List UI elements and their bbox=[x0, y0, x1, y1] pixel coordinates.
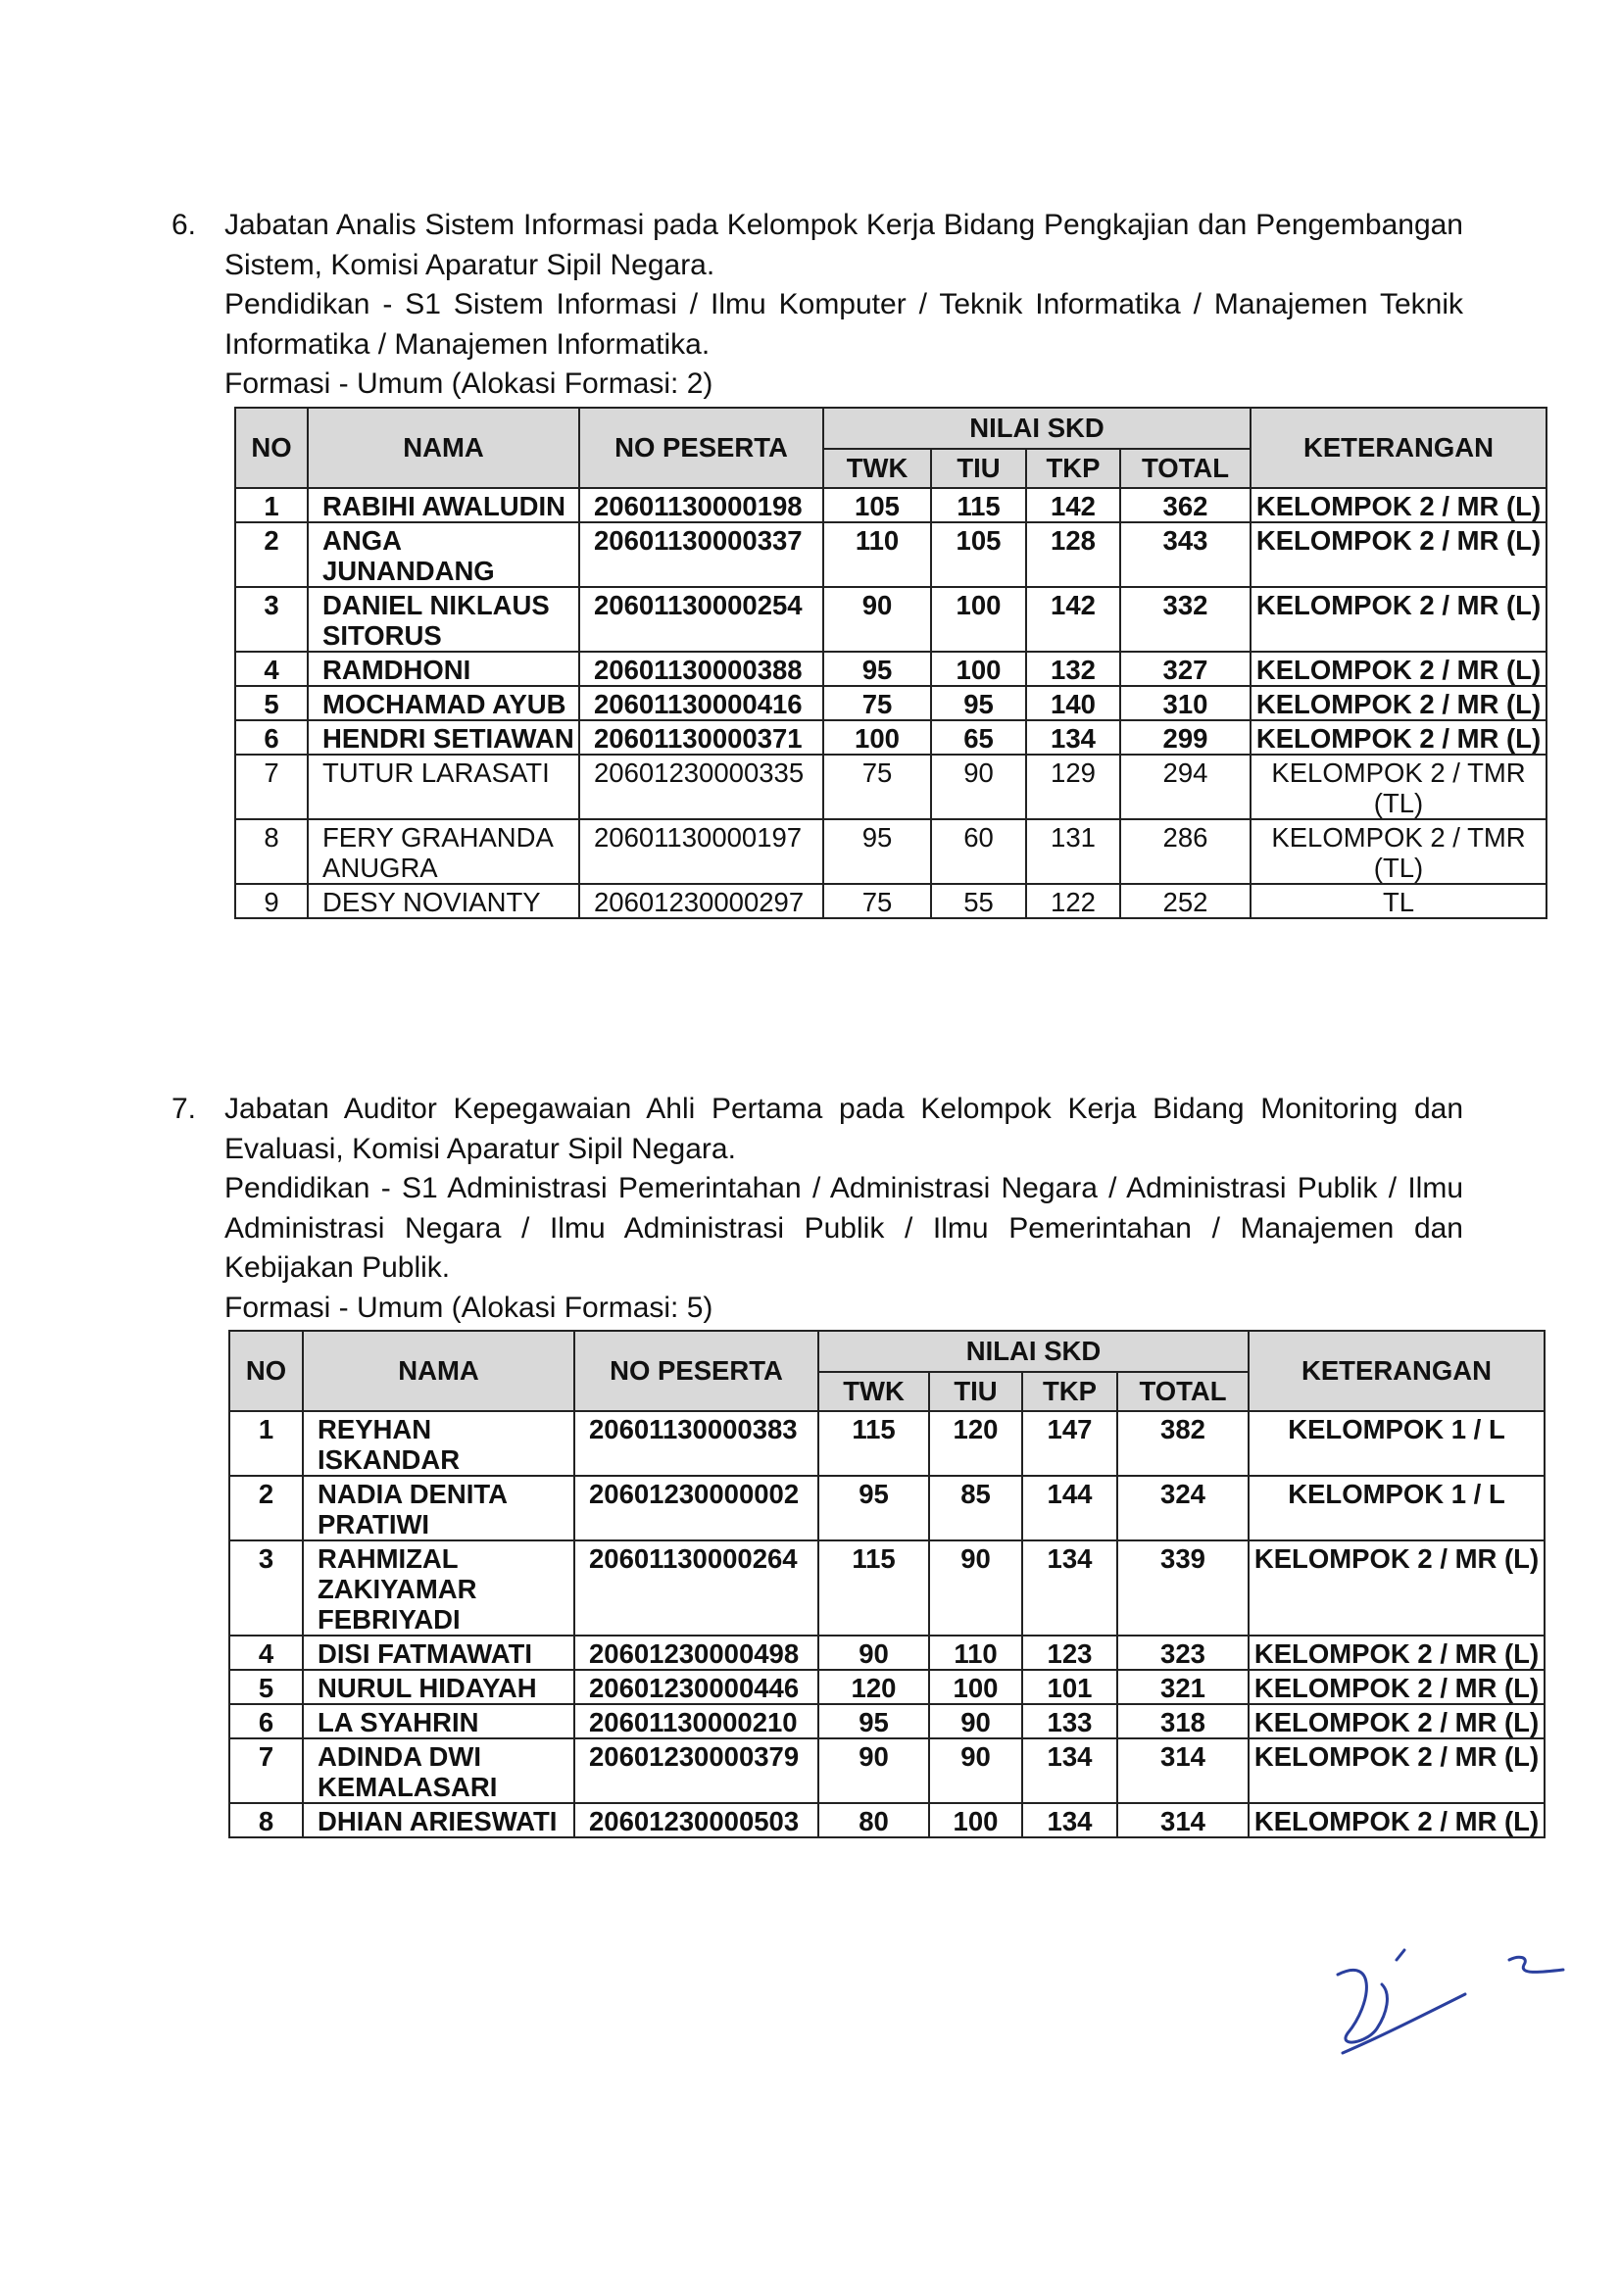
total-cell: 318 bbox=[1117, 1704, 1249, 1738]
keterangan-cell: KELOMPOK 2 / MR (L) bbox=[1249, 1803, 1545, 1837]
twk-cell: 80 bbox=[818, 1803, 929, 1837]
tkp-cell: 147 bbox=[1022, 1411, 1117, 1476]
no-cell: 9 bbox=[235, 884, 308, 918]
keterangan-cell: KELOMPOK 2 / MR (L) bbox=[1249, 1670, 1545, 1704]
twk-cell: 90 bbox=[823, 587, 931, 652]
no-peserta-cell: 20601130000210 bbox=[574, 1704, 818, 1738]
total-cell: 339 bbox=[1117, 1540, 1249, 1636]
tiu-cell: 90 bbox=[929, 1738, 1022, 1803]
keterangan-cell: KELOMPOK 2 / MR (L) bbox=[1251, 488, 1546, 522]
tiu-cell: 110 bbox=[929, 1636, 1022, 1670]
no-peserta-cell: 20601130000383 bbox=[574, 1411, 818, 1476]
table-body bbox=[229, 1411, 1545, 1837]
no-peserta-cell: 20601130000264 bbox=[574, 1540, 818, 1636]
nama-cell: NURUL HIDAYAH bbox=[303, 1670, 574, 1704]
no-peserta-cell: 20601130000416 bbox=[579, 686, 823, 720]
signature-stroke bbox=[1509, 1957, 1563, 1972]
tiu-cell: 100 bbox=[931, 587, 1026, 652]
no-peserta-cell: 20601230000503 bbox=[574, 1803, 818, 1837]
table-row bbox=[235, 819, 1546, 884]
nama-cell: ADINDA DWI KEMALASARI bbox=[303, 1738, 574, 1803]
no-peserta-cell: 20601230000379 bbox=[574, 1738, 818, 1803]
section-number: 7. bbox=[172, 1093, 197, 1125]
nama-cell: RABIHI AWALUDIN bbox=[308, 488, 579, 522]
header-tkp: TKP bbox=[1022, 1372, 1117, 1411]
keterangan-cell: KELOMPOK 2 / MR (L) bbox=[1251, 522, 1546, 587]
table-row bbox=[229, 1411, 1545, 1476]
table-row bbox=[235, 884, 1546, 918]
tkp-cell: 142 bbox=[1026, 488, 1120, 522]
no-cell: 4 bbox=[235, 652, 308, 686]
tkp-cell: 128 bbox=[1026, 522, 1120, 587]
tkp-cell: 140 bbox=[1026, 686, 1120, 720]
pendidikan-text: Pendidikan - S1 Sistem Informasi / Ilmu Komputer / Teknik Informatika / Manajemen Teknik Informatika / Manajemen Informatika. bbox=[224, 288, 1463, 361]
header-nama: NAMA bbox=[303, 1331, 574, 1411]
tkp-cell: 134 bbox=[1022, 1803, 1117, 1837]
table-row bbox=[229, 1704, 1545, 1738]
header-nilai-skd: NILAI SKD bbox=[818, 1331, 1249, 1372]
header-tiu: TIU bbox=[929, 1372, 1022, 1411]
total-cell: 310 bbox=[1120, 686, 1251, 720]
total-cell: 286 bbox=[1120, 819, 1251, 884]
total-cell: 382 bbox=[1117, 1411, 1249, 1476]
jabatan-text: Jabatan Auditor Kepegawaian Ahli Pertama pada Kelompok Kerja Bidang Monitoring dan Evaluasi, Komisi Aparatur Sipil Negara. bbox=[224, 1093, 1463, 1165]
twk-cell: 120 bbox=[818, 1670, 929, 1704]
tkp-cell: 144 bbox=[1022, 1476, 1117, 1540]
header-tiu: TIU bbox=[931, 449, 1026, 488]
section-intro bbox=[172, 1090, 1463, 1328]
no-cell: 6 bbox=[235, 720, 308, 755]
no-cell: 1 bbox=[235, 488, 308, 522]
twk-cell: 110 bbox=[823, 522, 931, 587]
nama-cell: RAMDHONI bbox=[308, 652, 579, 686]
pendidikan-text: Pendidikan - S1 Administrasi Pemerintahan / Administrasi Negara / Administrasi Publik / Ilmu Administrasi Negara / Ilmu Administrasi Publik / Ilmu Pemerintahan / Manajemen dan Kebijakan Publik. bbox=[224, 1172, 1463, 1284]
total-cell: 362 bbox=[1120, 488, 1251, 522]
table-row bbox=[235, 720, 1546, 755]
header-twk: TWK bbox=[823, 449, 931, 488]
twk-cell: 95 bbox=[823, 652, 931, 686]
header-tkp: TKP bbox=[1026, 449, 1120, 488]
tiu-cell: 120 bbox=[929, 1411, 1022, 1476]
tiu-cell: 55 bbox=[931, 884, 1026, 918]
tkp-cell: 122 bbox=[1026, 884, 1120, 918]
header-no-peserta: NO PESERTA bbox=[574, 1331, 818, 1411]
no-peserta-cell: 20601130000254 bbox=[579, 587, 823, 652]
no-cell: 7 bbox=[235, 755, 308, 819]
twk-cell: 95 bbox=[823, 819, 931, 884]
nama-cell: DHIAN ARIESWATI bbox=[303, 1803, 574, 1837]
total-cell: 343 bbox=[1120, 522, 1251, 587]
twk-cell: 75 bbox=[823, 755, 931, 819]
signature-stroke bbox=[1338, 1970, 1387, 2042]
keterangan-cell: KELOMPOK 2 / MR (L) bbox=[1251, 720, 1546, 755]
table-row bbox=[229, 1476, 1545, 1540]
keterangan-cell: KELOMPOK 2 / TMR (TL) bbox=[1251, 819, 1546, 884]
nama-cell: DESY NOVIANTY bbox=[308, 884, 579, 918]
no-peserta-cell: 20601130000371 bbox=[579, 720, 823, 755]
no-cell: 8 bbox=[229, 1803, 303, 1837]
tkp-cell: 129 bbox=[1026, 755, 1120, 819]
header-total: TOTAL bbox=[1117, 1372, 1249, 1411]
table-body bbox=[235, 488, 1546, 918]
nama-cell: DANIEL NIKLAUS SITORUS bbox=[308, 587, 579, 652]
header-nama: NAMA bbox=[308, 408, 579, 488]
table-row bbox=[235, 488, 1546, 522]
keterangan-cell: KELOMPOK 2 / MR (L) bbox=[1249, 1636, 1545, 1670]
twk-cell: 90 bbox=[818, 1738, 929, 1803]
header-keterangan: KETERANGAN bbox=[1249, 1331, 1545, 1411]
keterangan-cell: KELOMPOK 2 / MR (L) bbox=[1249, 1540, 1545, 1636]
header-nilai-skd: NILAI SKD bbox=[823, 408, 1251, 449]
twk-cell: 115 bbox=[818, 1540, 929, 1636]
nama-cell: FERY GRAHANDA ANUGRA bbox=[308, 819, 579, 884]
table-row bbox=[229, 1670, 1545, 1704]
no-cell: 3 bbox=[235, 587, 308, 652]
tkp-cell: 101 bbox=[1022, 1670, 1117, 1704]
table-row bbox=[235, 686, 1546, 720]
nama-cell: ANGA JUNANDANG bbox=[308, 522, 579, 587]
tiu-cell: 100 bbox=[931, 652, 1026, 686]
twk-cell: 75 bbox=[823, 884, 931, 918]
header-keterangan: KETERANGAN bbox=[1251, 408, 1546, 488]
tiu-cell: 60 bbox=[931, 819, 1026, 884]
signature-stroke bbox=[1397, 1950, 1404, 1960]
tkp-cell: 134 bbox=[1022, 1738, 1117, 1803]
twk-cell: 95 bbox=[818, 1476, 929, 1540]
tiu-cell: 90 bbox=[929, 1704, 1022, 1738]
keterangan-cell: KELOMPOK 2 / TMR (TL) bbox=[1251, 755, 1546, 819]
keterangan-cell: KELOMPOK 2 / MR (L) bbox=[1249, 1738, 1545, 1803]
twk-cell: 115 bbox=[818, 1411, 929, 1476]
tiu-cell: 90 bbox=[931, 755, 1026, 819]
keterangan-cell: KELOMPOK 2 / MR (L) bbox=[1251, 686, 1546, 720]
tkp-cell: 134 bbox=[1026, 720, 1120, 755]
nama-cell: HENDRI SETIAWAN bbox=[308, 720, 579, 755]
tkp-cell: 142 bbox=[1026, 587, 1120, 652]
table-row bbox=[235, 755, 1546, 819]
no-cell: 3 bbox=[229, 1540, 303, 1636]
table-row bbox=[229, 1636, 1545, 1670]
tkp-cell: 134 bbox=[1022, 1540, 1117, 1636]
tiu-cell: 90 bbox=[929, 1540, 1022, 1636]
keterangan-cell: KELOMPOK 2 / MR (L) bbox=[1251, 652, 1546, 686]
no-peserta-cell: 20601230000297 bbox=[579, 884, 823, 918]
signature-stroke bbox=[1343, 1994, 1465, 2053]
no-cell: 7 bbox=[229, 1738, 303, 1803]
total-cell: 294 bbox=[1120, 755, 1251, 819]
total-cell: 332 bbox=[1120, 587, 1251, 652]
total-cell: 321 bbox=[1117, 1670, 1249, 1704]
no-peserta-cell: 20601230000335 bbox=[579, 755, 823, 819]
no-peserta-cell: 20601130000388 bbox=[579, 652, 823, 686]
keterangan-cell: KELOMPOK 1 / L bbox=[1249, 1476, 1545, 1540]
no-peserta-cell: 20601130000197 bbox=[579, 819, 823, 884]
header-twk: TWK bbox=[818, 1372, 929, 1411]
twk-cell: 100 bbox=[823, 720, 931, 755]
total-cell: 314 bbox=[1117, 1738, 1249, 1803]
no-peserta-cell: 20601130000337 bbox=[579, 522, 823, 587]
nama-cell: DISI FATMAWATI bbox=[303, 1636, 574, 1670]
total-cell: 314 bbox=[1117, 1803, 1249, 1837]
table-row bbox=[235, 652, 1546, 686]
table-row bbox=[229, 1540, 1545, 1636]
total-cell: 252 bbox=[1120, 884, 1251, 918]
no-peserta-cell: 20601230000498 bbox=[574, 1636, 818, 1670]
section-6 bbox=[172, 206, 1542, 919]
no-peserta-cell: 20601230000446 bbox=[574, 1670, 818, 1704]
signature-paraf bbox=[1318, 1935, 1593, 2073]
keterangan-cell: KELOMPOK 2 / MR (L) bbox=[1251, 587, 1546, 652]
no-peserta-cell: 20601130000198 bbox=[579, 488, 823, 522]
no-cell: 5 bbox=[229, 1670, 303, 1704]
no-cell: 8 bbox=[235, 819, 308, 884]
tkp-cell: 132 bbox=[1026, 652, 1120, 686]
tiu-cell: 115 bbox=[931, 488, 1026, 522]
header-no-peserta: NO PESERTA bbox=[579, 408, 823, 488]
nama-cell: TUTUR LARASATI bbox=[308, 755, 579, 819]
no-cell: 1 bbox=[229, 1411, 303, 1476]
tkp-cell: 133 bbox=[1022, 1704, 1117, 1738]
no-cell: 2 bbox=[229, 1476, 303, 1540]
tiu-cell: 65 bbox=[931, 720, 1026, 755]
tiu-cell: 95 bbox=[931, 686, 1026, 720]
nama-cell: NADIA DENITA PRATIWI bbox=[303, 1476, 574, 1540]
formasi-text: Formasi - Umum (Alokasi Formasi: 2) bbox=[224, 367, 713, 400]
header-total: TOTAL bbox=[1120, 449, 1251, 488]
tkp-cell: 123 bbox=[1022, 1636, 1117, 1670]
formasi-text: Formasi - Umum (Alokasi Formasi: 5) bbox=[224, 1291, 713, 1324]
total-cell: 324 bbox=[1117, 1476, 1249, 1540]
no-cell: 5 bbox=[235, 686, 308, 720]
tiu-cell: 100 bbox=[929, 1670, 1022, 1704]
header-no: NO bbox=[229, 1331, 303, 1411]
nama-cell: LA SYAHRIN bbox=[303, 1704, 574, 1738]
no-cell: 2 bbox=[235, 522, 308, 587]
total-cell: 327 bbox=[1120, 652, 1251, 686]
table-row bbox=[235, 587, 1546, 652]
results-table bbox=[234, 407, 1547, 919]
results-table bbox=[228, 1330, 1546, 1838]
keterangan-cell: KELOMPOK 1 / L bbox=[1249, 1411, 1545, 1476]
nama-cell: REYHAN ISKANDAR bbox=[303, 1411, 574, 1476]
section-7 bbox=[172, 1090, 1540, 1838]
no-peserta-cell: 20601230000002 bbox=[574, 1476, 818, 1540]
twk-cell: 105 bbox=[823, 488, 931, 522]
nama-cell: MOCHAMAD AYUB bbox=[308, 686, 579, 720]
nama-cell: RAHMIZAL ZAKIYAMAR FEBRIYADI bbox=[303, 1540, 574, 1636]
keterangan-cell: TL bbox=[1251, 884, 1546, 918]
table-row bbox=[235, 522, 1546, 587]
table-row bbox=[229, 1738, 1545, 1803]
twk-cell: 90 bbox=[818, 1636, 929, 1670]
header-no: NO bbox=[235, 408, 308, 488]
table-row bbox=[229, 1803, 1545, 1837]
section-intro bbox=[172, 206, 1463, 405]
tiu-cell: 100 bbox=[929, 1803, 1022, 1837]
total-cell: 299 bbox=[1120, 720, 1251, 755]
section-number: 6. bbox=[172, 209, 197, 241]
tiu-cell: 85 bbox=[929, 1476, 1022, 1540]
no-cell: 6 bbox=[229, 1704, 303, 1738]
tiu-cell: 105 bbox=[931, 522, 1026, 587]
keterangan-cell: KELOMPOK 2 / MR (L) bbox=[1249, 1704, 1545, 1738]
no-cell: 4 bbox=[229, 1636, 303, 1670]
tkp-cell: 131 bbox=[1026, 819, 1120, 884]
twk-cell: 75 bbox=[823, 686, 931, 720]
jabatan-text: Jabatan Analis Sistem Informasi pada Kelompok Kerja Bidang Pengkajian dan Pengembangan Sistem, Komisi Aparatur Sipil Negara. bbox=[224, 209, 1463, 281]
total-cell: 323 bbox=[1117, 1636, 1249, 1670]
twk-cell: 95 bbox=[818, 1704, 929, 1738]
